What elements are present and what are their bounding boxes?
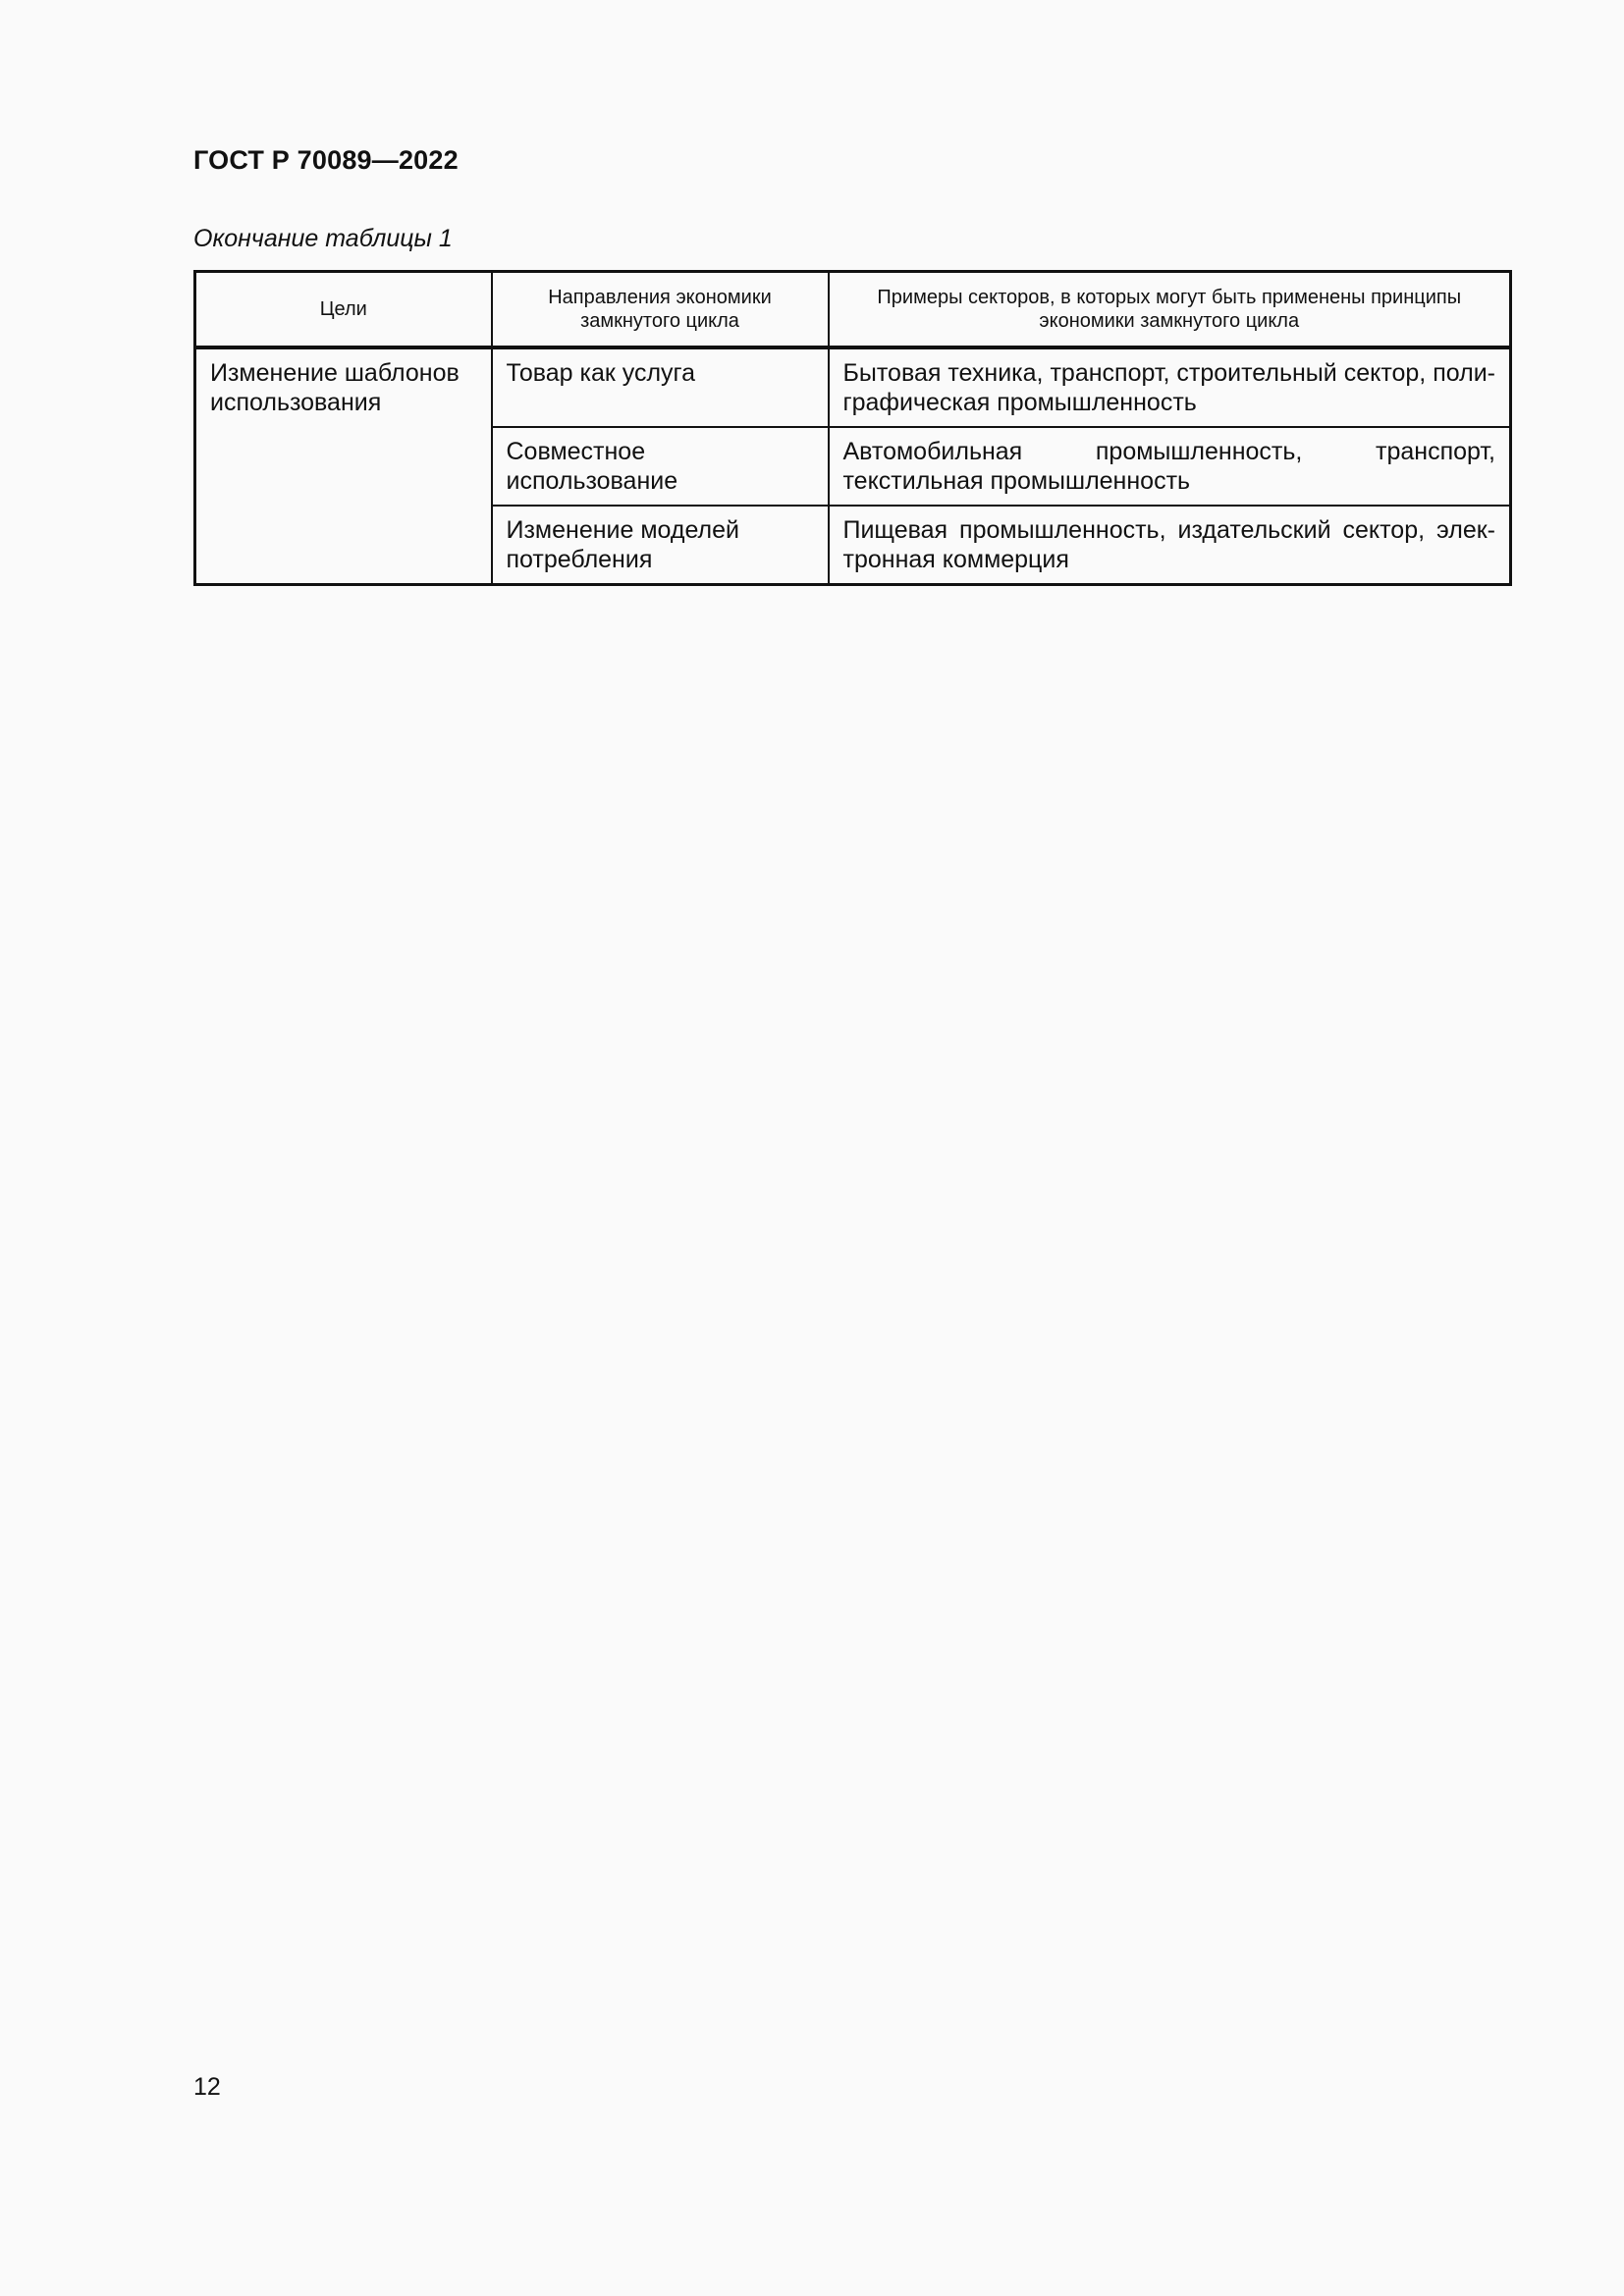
goals-table <box>193 270 1512 586</box>
examples-cell: Пищевая промышленность, издательский сектор, элек-тронная коммерция <box>829 506 1511 585</box>
examples-cell: Бытовая техника, транспорт, строительный сектор, поли-графическая промышленность <box>829 347 1511 427</box>
header-directions: Направления экономики замкнутого цикла <box>492 272 829 348</box>
goal-cell: Изменение шаблонов использования <box>195 347 492 585</box>
header-examples: Примеры секторов, в которых могут быть применены принципы экономики замкнутого цикла <box>829 272 1511 348</box>
examples-cell: Автомобильная промышленность, транспорт, текстильная промышленность <box>829 427 1511 506</box>
direction-cell: Товар как услуга <box>492 347 829 427</box>
direction-cell: Изменение моделей потребления <box>492 506 829 585</box>
document-header: ГОСТ Р 70089—2022 <box>193 145 459 175</box>
table-caption: Окончание таблицы 1 <box>193 225 453 252</box>
header-goals: Цели <box>195 272 492 348</box>
table-header-row <box>195 272 1511 348</box>
direction-cell: Совместное использование <box>492 427 829 506</box>
page-number: 12 <box>193 2073 221 2101</box>
table-row <box>195 347 1511 427</box>
